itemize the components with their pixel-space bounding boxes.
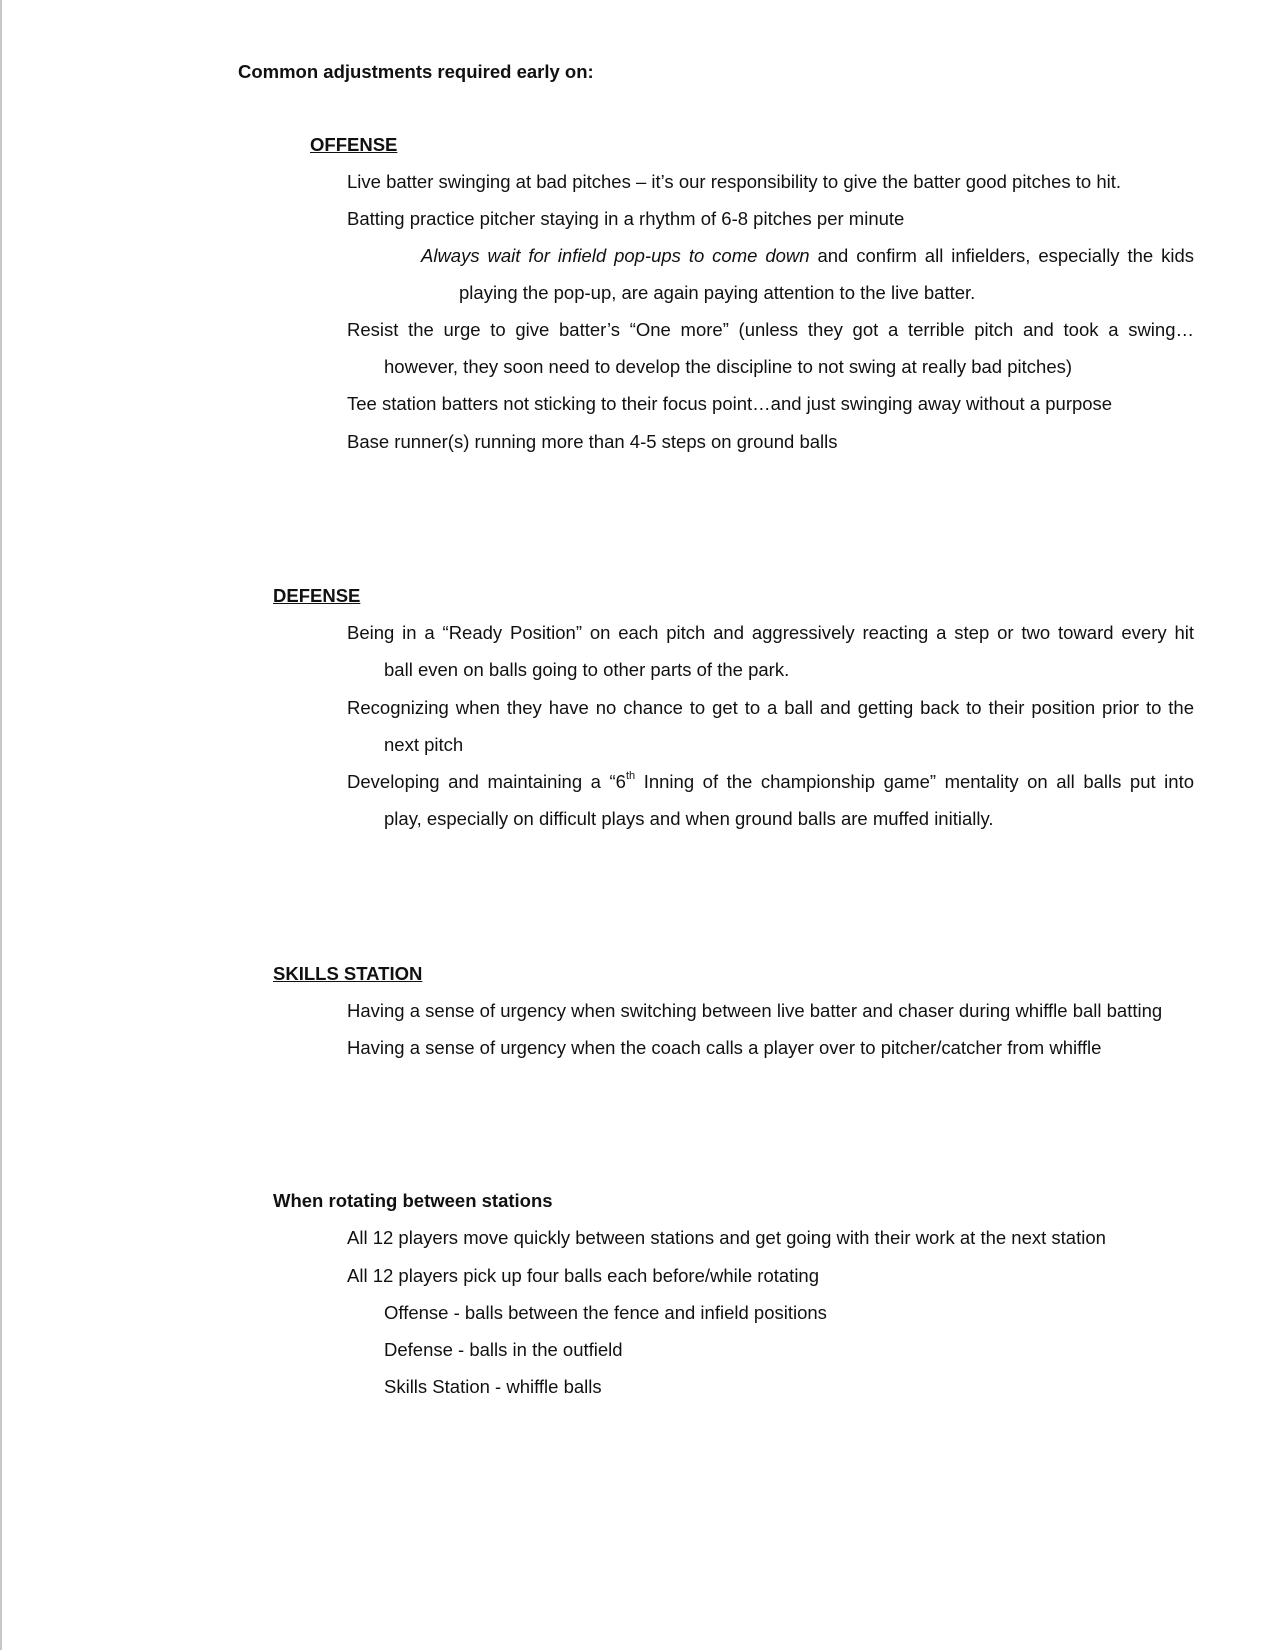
defense-item-3-pre: Developing and maintaining a “6 <box>347 771 626 792</box>
skills-item-2: Having a sense of urgency when the coach calls a player over to pitcher/catcher from whiffle <box>347 1037 1102 1058</box>
offense-item-3-rest: and confirm all infielders, especially the kids <box>809 245 1194 266</box>
defense-item-1-line-1: Being in a “Ready Position” on each pitch and aggressively reacting a step or two toward every hit <box>347 622 1194 643</box>
offense-item-5: Tee station batters not sticking to their focus point…and just swinging away without a purpose <box>347 393 1113 414</box>
defense-heading: DEFENSE <box>273 585 361 606</box>
defense-item-3-post: Inning of the championship game” mentality on all balls put into <box>635 771 1195 792</box>
offense-item-3-cont: playing the pop-up, are again paying attention to the live batter. <box>459 282 976 303</box>
defense-item-2-line-1: Recognizing when they have no chance to get to a ball and getting back to their position prior to the <box>347 697 1194 718</box>
offense-item-3 <box>421 237 1194 275</box>
defense-item-3-line-1 <box>347 763 1194 801</box>
skills-item-1: Having a sense of urgency when switching between live batter and chaser during whiffle ball batting <box>347 1000 1163 1021</box>
skills-heading: SKILLS STATION <box>273 963 423 984</box>
rotating-item-2: All 12 players pick up four balls each before/while rotating <box>347 1265 820 1286</box>
rotating-heading: When rotating between stations <box>273 1190 553 1211</box>
offense-item-1: Live batter swinging at bad pitches – it’s our responsibility to give the batter good pitches to hit. <box>347 171 1122 192</box>
defense-item-1-line-2: ball even on balls going to other parts of the park. <box>384 659 790 680</box>
defense-item-3-line-2: play, especially on difficult plays and when ground balls are muffed initially. <box>384 808 994 829</box>
rotating-sub-2: Defense - balls in the outfield <box>384 1339 623 1360</box>
defense-item-3-sup: th <box>625 769 636 782</box>
rotating-sub-3: Skills Station - whiffle balls <box>384 1376 602 1397</box>
rotating-sub-1: Offense - balls between the fence and infield positions <box>384 1302 827 1323</box>
defense-item-2-line-2: next pitch <box>384 734 464 755</box>
offense-item-3-italic: Always wait for infield pop-ups to come down <box>421 245 810 266</box>
rotating-item-1: All 12 players move quickly between stations and get going with their work at the next station <box>347 1227 1106 1248</box>
page-title: Common adjustments required early on: <box>238 61 594 82</box>
offense-item-4-line-2: however, they soon need to develop the discipline to not swing at really bad pitches) <box>384 356 1073 377</box>
offense-item-6: Base runner(s) running more than 4-5 steps on ground balls <box>347 431 838 452</box>
offense-item-2: Batting practice pitcher staying in a rhythm of 6-8 pitches per minute <box>347 208 905 229</box>
offense-item-4-line-1: Resist the urge to give batter’s “One more” (unless they got a terrible pitch and took a swing… <box>347 319 1194 340</box>
page-edge <box>0 0 2 1650</box>
offense-heading: OFFENSE <box>310 134 398 155</box>
